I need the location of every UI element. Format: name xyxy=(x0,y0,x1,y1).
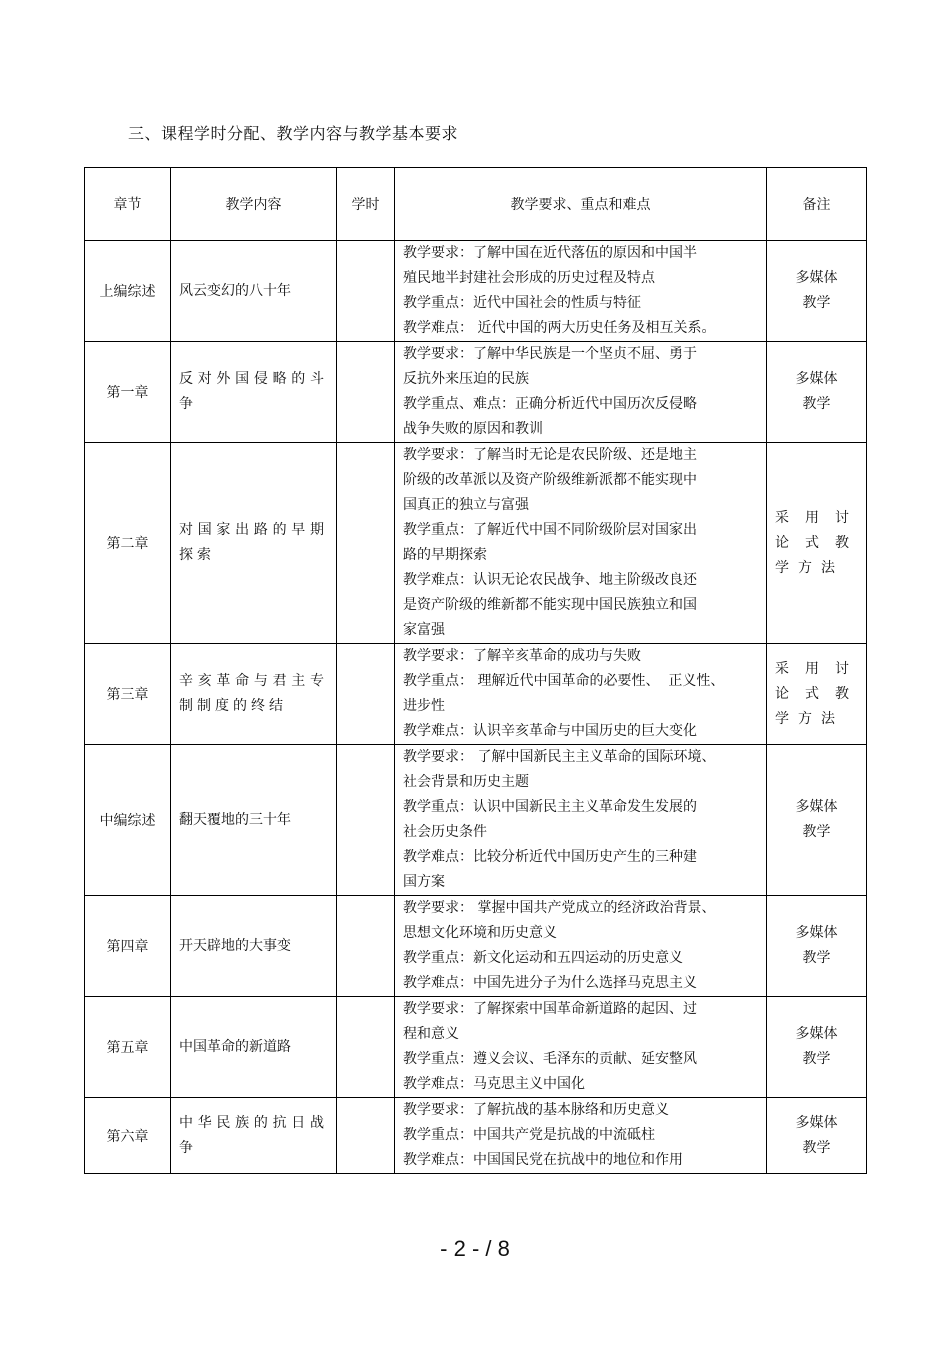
table-header-row xyxy=(85,168,867,241)
requirement-line: 教学重点： 理解近代中国革命的必要性、 正义性、 xyxy=(403,673,725,689)
hours-cell xyxy=(337,997,395,1098)
header-requirements: 教学要求、重点和难点 xyxy=(395,168,767,241)
note-line: 多媒体 xyxy=(795,1114,838,1131)
topic-cell: 中华民族的抗日战争 xyxy=(171,1098,337,1174)
requirement-line: 战争失败的原因和教训 xyxy=(403,421,543,437)
requirement-line: 教学难点：比较分析近代中国历史产生的三种建 xyxy=(403,849,697,865)
header-hours: 学时 xyxy=(337,168,395,241)
topic-cell: 翻天覆地的三十年 xyxy=(171,745,337,896)
table-row xyxy=(85,342,867,443)
chapter-cell: 第六章 xyxy=(85,1098,171,1174)
requirement-line: 教学重点：近代中国社会的性质与特征 xyxy=(403,295,641,311)
requirements-cell xyxy=(395,342,767,443)
chapter-cell: 第五章 xyxy=(85,997,171,1098)
hours-cell xyxy=(337,896,395,997)
hours-cell xyxy=(337,342,395,443)
requirement-line: 教学难点：中国先进分子为什么选择马克思主义 xyxy=(403,975,697,991)
hours-cell xyxy=(337,241,395,342)
note-cell xyxy=(767,342,867,443)
requirement-line: 殖民地半封建社会形成的历史过程及特点 xyxy=(403,270,655,286)
requirement-line: 教学重点、难点：正确分析近代中国历次反侵略 xyxy=(403,396,697,412)
table-row xyxy=(85,644,867,745)
note-line: 多媒体 xyxy=(795,371,838,387)
requirement-line: 社会历史条件 xyxy=(403,824,487,840)
requirement-line: 进步性 xyxy=(403,698,445,714)
note-line: 教学 xyxy=(802,1139,831,1156)
hours-cell xyxy=(337,644,395,745)
topic-cell: 对国家出路的早期探索 xyxy=(171,443,337,644)
page-number: - 2 - / 8 xyxy=(440,1236,510,1261)
hours-cell xyxy=(337,745,395,896)
requirements-cell xyxy=(395,443,767,644)
topic-cell: 开天辟地的大事变 xyxy=(171,896,337,997)
note-line: 多媒体 xyxy=(795,270,838,286)
table-row xyxy=(85,241,867,342)
note-cell: 采用讨论式教学方法 xyxy=(767,644,867,745)
chapter-cell: 第四章 xyxy=(85,896,171,997)
note-line: 多媒体 xyxy=(795,1026,838,1042)
header-chapter: 章节 xyxy=(85,168,171,241)
requirements-cell xyxy=(395,896,767,997)
header-notes: 备注 xyxy=(767,168,867,241)
requirement-line: 教学要求：了解抗战的基本脉络和历史意义 xyxy=(403,1102,669,1118)
chapter-cell: 第三章 xyxy=(85,644,171,745)
note-cell xyxy=(767,1098,867,1174)
chapter-cell: 第一章 xyxy=(85,342,171,443)
requirement-line: 社会背景和历史主题 xyxy=(403,774,529,790)
topic-cell: 中国革命的新道路 xyxy=(171,997,337,1098)
hours-cell xyxy=(337,1098,395,1174)
requirement-line: 教学重点：中国共产党是抗战的中流砥柱 xyxy=(403,1127,655,1143)
note-cell xyxy=(767,241,867,342)
requirement-line: 教学要求：了解中华民族是一个坚贞不屈、勇于 xyxy=(403,346,697,362)
requirement-line: 教学难点：中国国民党在抗战中的地位和作用 xyxy=(403,1152,683,1168)
note-line: 多媒体 xyxy=(795,799,838,815)
note-cell xyxy=(767,896,867,997)
note-cell xyxy=(767,745,867,896)
requirement-line: 教学要求： 掌握中国共产党成立的经济政治背景、 xyxy=(403,900,716,916)
table-row xyxy=(85,745,867,896)
requirement-line: 阶级的改革派以及资产阶级维新派都不能实现中 xyxy=(403,472,697,488)
requirement-line: 路的早期探索 xyxy=(403,547,487,563)
requirements-cell xyxy=(395,644,767,745)
table-row xyxy=(85,443,867,644)
hours-cell xyxy=(337,443,395,644)
requirements-cell xyxy=(395,241,767,342)
requirement-line: 教学重点：了解近代中国不同阶级阶层对国家出 xyxy=(403,522,697,538)
requirement-line: 教学要求：了解探索中国革命新道路的起因、过 xyxy=(403,1001,697,1017)
note-line: 教学 xyxy=(802,950,831,966)
note-cell xyxy=(767,997,867,1098)
topic-cell: 辛亥革命与君主专制制度的终结 xyxy=(171,644,337,745)
chapter-cell: 上编综述 xyxy=(85,241,171,342)
table-row xyxy=(85,1098,867,1174)
requirement-line: 国方案 xyxy=(403,874,445,890)
requirement-line: 国真正的独立与富强 xyxy=(403,497,529,513)
requirements-cell xyxy=(395,997,767,1098)
table-row xyxy=(85,997,867,1098)
requirement-line: 家富强 xyxy=(403,622,445,638)
note-line: 教学 xyxy=(802,1051,831,1067)
requirements-cell xyxy=(395,1098,767,1174)
topic-cell: 反对外国侵略的斗争 xyxy=(171,342,337,443)
requirement-line: 教学要求：了解辛亥革命的成功与失败 xyxy=(403,648,641,664)
chapter-cell: 中编综述 xyxy=(85,745,171,896)
requirement-line: 程和意义 xyxy=(403,1026,459,1042)
note-line: 多媒体 xyxy=(795,925,838,941)
note-line: 教学 xyxy=(802,396,831,412)
header-content: 教学内容 xyxy=(171,168,337,241)
requirement-line: 教学难点：认识辛亥革命与中国历史的巨大变化 xyxy=(403,723,697,739)
topic-cell: 风云变幻的八十年 xyxy=(171,241,337,342)
requirement-line: 教学重点：新文化运动和五四运动的历史意义 xyxy=(403,950,683,966)
requirement-line: 教学难点：认识无论农民战争、地主阶级改良还 xyxy=(403,572,697,588)
section-heading: 三、课程学时分配、教学内容与教学基本要求 xyxy=(128,124,459,143)
requirement-line: 教学要求：了解中国在近代落伍的原因和中国半 xyxy=(403,245,697,261)
requirement-line: 教学要求：了解当时无论是农民阶级、还是地主 xyxy=(403,447,697,463)
requirement-line: 教学难点：马克思主义中国化 xyxy=(403,1076,585,1092)
requirement-line: 教学重点：认识中国新民主主义革命发生发展的 xyxy=(403,799,697,815)
note-line: 教学 xyxy=(802,295,831,311)
requirement-line: 反抗外来压迫的民族 xyxy=(403,371,529,387)
requirement-line: 教学重点：遵义会议、毛泽东的贡献、延安整风 xyxy=(403,1051,697,1067)
requirements-cell xyxy=(395,745,767,896)
note-line: 教学 xyxy=(802,824,831,840)
requirement-line: 教学难点： 近代中国的两大历史任务及相互关系。 xyxy=(403,320,716,336)
requirement-line: 教学要求： 了解中国新民主主义革命的国际环境、 xyxy=(403,749,716,765)
table-row xyxy=(85,896,867,997)
note-cell: 采用讨论式教学方法 xyxy=(767,443,867,644)
course-schedule-table xyxy=(84,167,867,1174)
chapter-cell: 第二章 xyxy=(85,443,171,644)
requirement-line: 是资产阶级的维新都不能实现中国民族独立和国 xyxy=(403,597,697,613)
requirement-line: 思想文化环境和历史意义 xyxy=(403,925,557,941)
